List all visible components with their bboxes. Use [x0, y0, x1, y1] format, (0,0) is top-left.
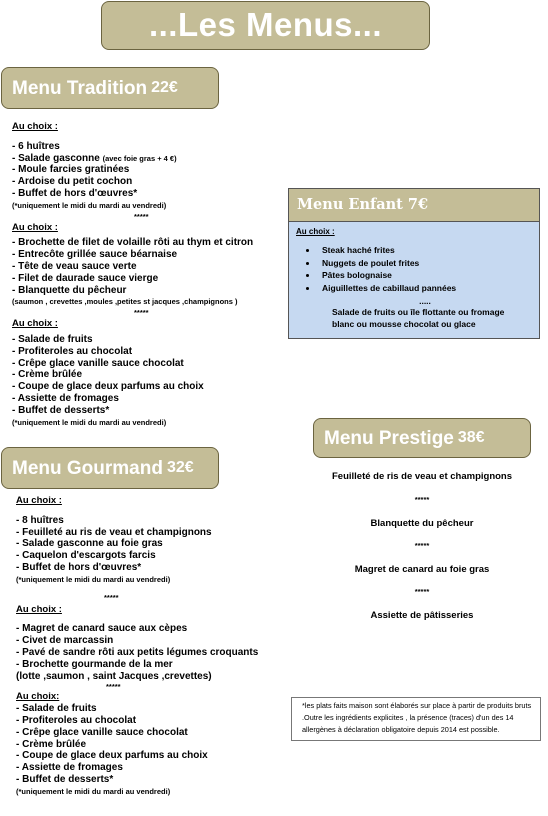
separator: *****	[106, 682, 121, 692]
separator: *****	[414, 587, 430, 596]
list-item: • Pâtes bolognaise	[318, 269, 534, 282]
list-item: - Coupe de glace deux parfums au choix	[12, 381, 204, 393]
separator: .....	[419, 296, 431, 307]
list-item: - Pavé de sandre rôti aux petits légumes croquants	[16, 646, 259, 658]
list-item: - Profiteroles au chocolat	[12, 345, 133, 357]
list-item: - Buffet de desserts*	[12, 404, 110, 416]
list-item: - Crêpe glace vanille sauce chocolat	[16, 726, 188, 738]
list-item: - Salade de fruits	[16, 703, 97, 715]
tradition-entrees-note: (*uniquement le midi du mardi au vendredi)	[12, 200, 167, 210]
list-item: - Salade de fruits	[12, 333, 93, 345]
page-title: ...Les Menus...	[101, 1, 430, 50]
list-item: - Magret de canard sauce aux cèpes	[16, 623, 188, 635]
list-item: - Tête de veau sauce verte	[12, 260, 137, 272]
list-item: - Feuilleté au ris de veau et champignons	[16, 526, 212, 538]
separator: *****	[134, 308, 149, 318]
list-item: - Moule farcies gratinées	[12, 164, 130, 176]
list-item: - Buffet de hors d'œuvres*	[16, 561, 142, 573]
footnote-line: *les plats faits maison sont élaborés sur place à partir de produits bruts	[302, 701, 532, 710]
separator: *****	[104, 592, 119, 602]
list-item: - Assiette de fromages	[12, 392, 119, 404]
list-item: - Buffet de hors d'œuvres*	[12, 187, 138, 199]
prestige-course: Feuilleté de ris de veau et champignons	[331, 471, 513, 482]
prestige-course: Magret de canard au foie gras	[354, 564, 490, 575]
allergen-footnote	[291, 697, 541, 741]
prestige-course: Blanquette du pêcheur	[370, 518, 474, 529]
footnote-line: .Outre les ingrédients explicites , la présence (traces) d'un des 14	[302, 713, 514, 722]
list-item: - Salade gasconne (avec foie gras + 4 €)	[12, 152, 177, 164]
separator: *****	[134, 211, 149, 221]
separator: *****	[414, 541, 430, 550]
list-item: - Ardoise du petit cochon	[12, 176, 133, 188]
enfant-heading: Au choix :	[296, 227, 335, 236]
list-item: - Brochette gourmande de la mer	[16, 658, 173, 670]
tradition-plats-heading: Au choix :	[12, 221, 58, 233]
gourmand-entrees-heading: Au choix :	[16, 495, 62, 506]
list-item: - Caquelon d'escargots farcis	[16, 550, 156, 562]
list-item: - Crème brûlée	[16, 738, 87, 750]
list-item: - Crêpe glace vanille sauce chocolat	[12, 357, 184, 369]
gourmand-plats-heading: Au choix :	[16, 603, 62, 615]
list-item: - Entrecôte grillée sauce béarnaise	[12, 249, 178, 261]
list-item: - Salade gasconne au foie gras	[16, 538, 163, 550]
menu-tradition-content	[12, 121, 287, 428]
list-item: - 8 huîtres	[16, 514, 64, 526]
menu-prestige-name: Menu Prestige	[324, 427, 454, 449]
prestige-course: Assiette de pâtisseries	[370, 610, 474, 621]
menu-gourmand-price: 32€	[166, 459, 194, 476]
salade-foie-gras-note: (avec foie gras + 4 €)	[102, 153, 177, 163]
gourmand-entrees-note: (*uniquement le midi du mardi au vendredi)	[16, 574, 171, 584]
list-item: - Assiette de fromages	[16, 762, 123, 774]
menu-gourmand-content	[16, 495, 288, 798]
tradition-desserts-note: (*uniquement le midi du mardi au vendredi)	[12, 417, 167, 427]
list-item: (lotte ,saumon , saint Jacques ,crevettes)	[16, 670, 212, 682]
menu-gourmand-name: Menu Gourmand	[12, 457, 163, 479]
menu-tradition-header	[1, 67, 219, 109]
menu-tradition-name: Menu Tradition	[12, 77, 148, 99]
enfant-dessert-line: blanc ou mousse chocolat ou glace	[332, 319, 476, 330]
tradition-entrees-heading: Au choix :	[12, 121, 58, 132]
menu-tradition-price: 22€	[151, 79, 178, 96]
list-item: • Aiguillettes de cabillaud pannées	[318, 282, 534, 295]
gourmand-desserts-note: (*uniquement le midi du mardi au vendredi)	[16, 786, 171, 796]
list-item: - Brochette de filet de volaille rôti au thym et citron	[12, 237, 254, 249]
list-item: - Buffet de desserts*	[16, 773, 114, 785]
list-item: • Steak haché frites	[318, 244, 534, 257]
list-item: - Civet de marcassin	[16, 635, 114, 647]
list-item: - 6 huîtres	[12, 140, 60, 152]
menu-enfant-content	[296, 227, 534, 330]
tradition-plats-note: (saumon , crevettes ,moules ,petites st jacques ,champignons )	[12, 297, 238, 307]
menu-prestige-header	[313, 418, 531, 458]
list-item: - Crème brûlée	[12, 369, 83, 381]
list-item: - Filet de daurade sauce vierge	[12, 272, 159, 284]
list-item: - Coupe de glace deux parfums au choix	[16, 750, 208, 762]
menu-prestige-price: 38€	[457, 429, 485, 446]
enfant-list	[296, 244, 534, 294]
enfant-dessert-line: Salade de fruits ou île flottante ou fromage	[332, 307, 505, 318]
menu-gourmand-header	[1, 447, 219, 489]
tradition-desserts-heading: Au choix :	[12, 318, 58, 330]
list-item: • Nuggets de poulet frites	[318, 257, 534, 270]
footnote-line: allergènes à déclaration obligatoire depuis 2014 est possible.	[302, 725, 500, 734]
list-item: - Blanquette du pêcheur	[12, 284, 127, 296]
list-item: - Profiteroles au chocolat	[16, 714, 137, 726]
separator: *****	[414, 495, 430, 504]
menu-enfant-header: Menu Enfant 7€	[288, 188, 540, 222]
gourmand-desserts-heading: Au choix:	[16, 691, 60, 703]
